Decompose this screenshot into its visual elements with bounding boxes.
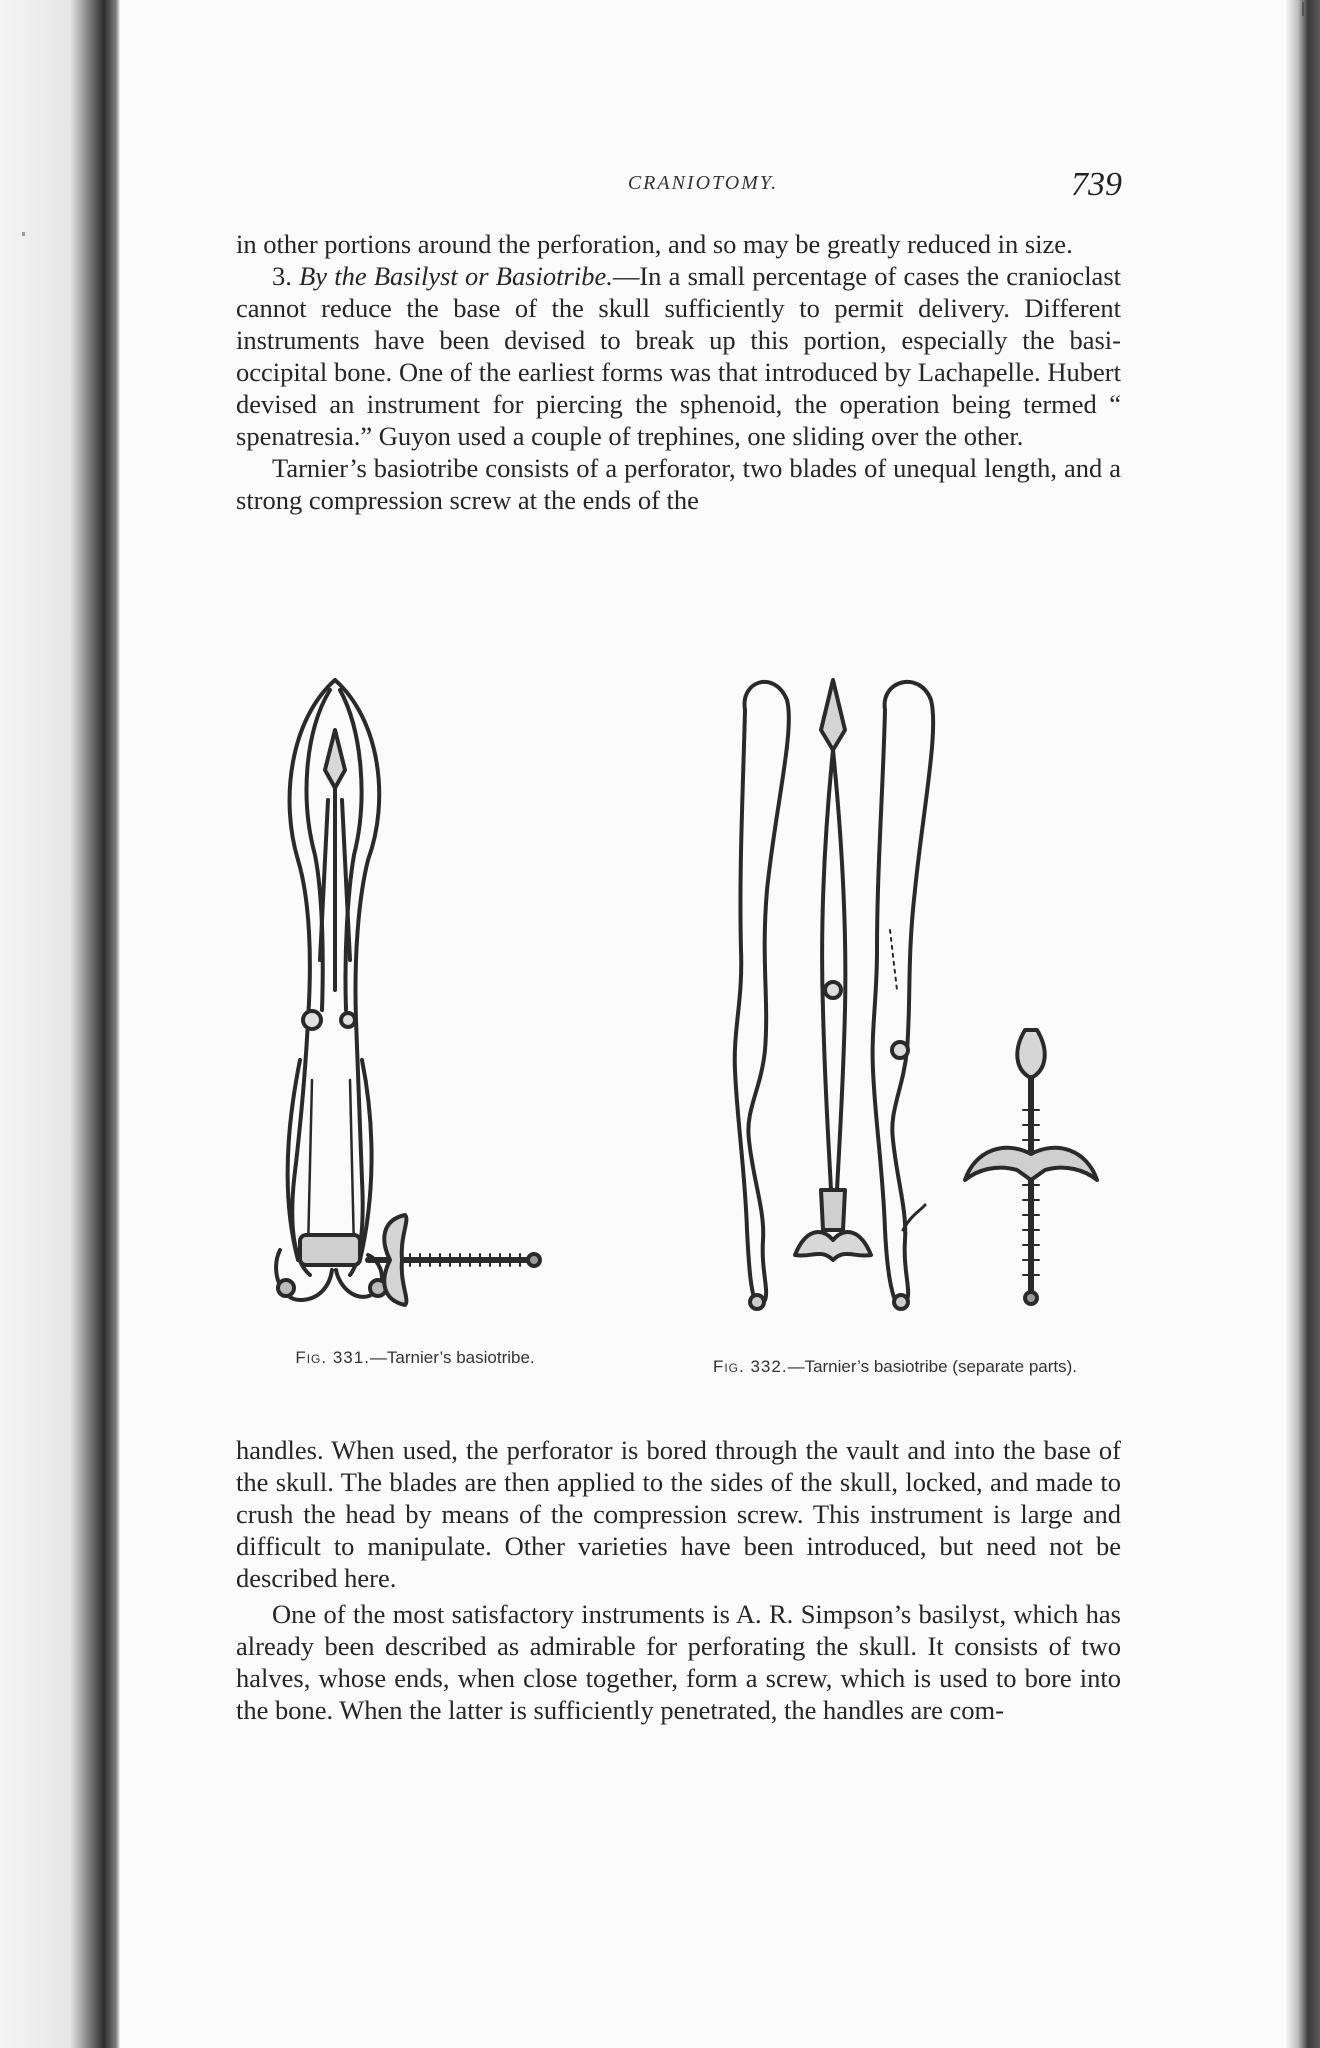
paragraph: handles. When used, the perforator is bored through the vault and into the base of the skull. The blades are then applied to the sides of the skull, locked, and made to crush the head by means of the compression screw. This instrument is large and difficult to manipulate. Other varieties have been introduced, but need not be described here. (236, 1435, 1121, 1593)
figure-label: Fig. 332. (712, 1357, 788, 1376)
running-head: CRANIOTOMY. (627, 172, 779, 194)
scan-speck (22, 232, 25, 236)
section-number: 3. (272, 261, 300, 291)
paragraph (236, 260, 1121, 452)
figure-332-separate-parts-illustration (725, 670, 1105, 1320)
figure-caption-text: —Tarnier’s basiotribe. (369, 1348, 535, 1367)
book-spine-shadow (0, 0, 120, 2048)
figure-331-caption (250, 1347, 580, 1368)
paragraph: One of the most satisfactory instruments is A. R. Simpson’s basilyst, which has already been described as admirable for perforating the skull. It consists of two halves, whose ends, when close together, form a screw, which is used to bore into the bone. When the latter is sufficiently penetrated, the handles are com- (236, 1599, 1121, 1725)
page-number: 739 (1071, 166, 1122, 203)
paragraph-text: —In a small percentage of cases the cranioclast cannot reduce the base of the skull sufficiently to permit delivery. Different instruments have been devised to break up this portion, especially the basi-occipital bone. One of the earliest forms was that introduced by Lachapelle. Hubert devised an instrument for piercing the sphenoid, the operation being termed “ spenatresia.” Guyon used a couple of trephines, one sliding over the other. (236, 261, 1121, 451)
figure-label: Fig. 331. (295, 1348, 370, 1367)
figure-332-caption (690, 1356, 1100, 1377)
page-header (120, 166, 1286, 216)
scan-speck (1302, 2, 1304, 16)
section-heading: By the Basilyst or Basiotribe. (299, 261, 613, 291)
body-text-bottom (236, 1434, 1121, 1726)
body-text-top (236, 228, 1121, 516)
paragraph: in other portions around the perforation, and so may be greatly reduced in size. (236, 229, 1073, 259)
paragraph: Tarnier’s basiotribe consists of a perforator, two blades of unequal length, and a strong compression screw at the ends of the (236, 453, 1121, 515)
figure-caption-text: —Tarnier’s basiotribe (separate parts). (787, 1357, 1078, 1376)
figure-331-basiotribe-illustration (250, 660, 570, 1320)
page-edge-shadow (1286, 0, 1320, 2048)
